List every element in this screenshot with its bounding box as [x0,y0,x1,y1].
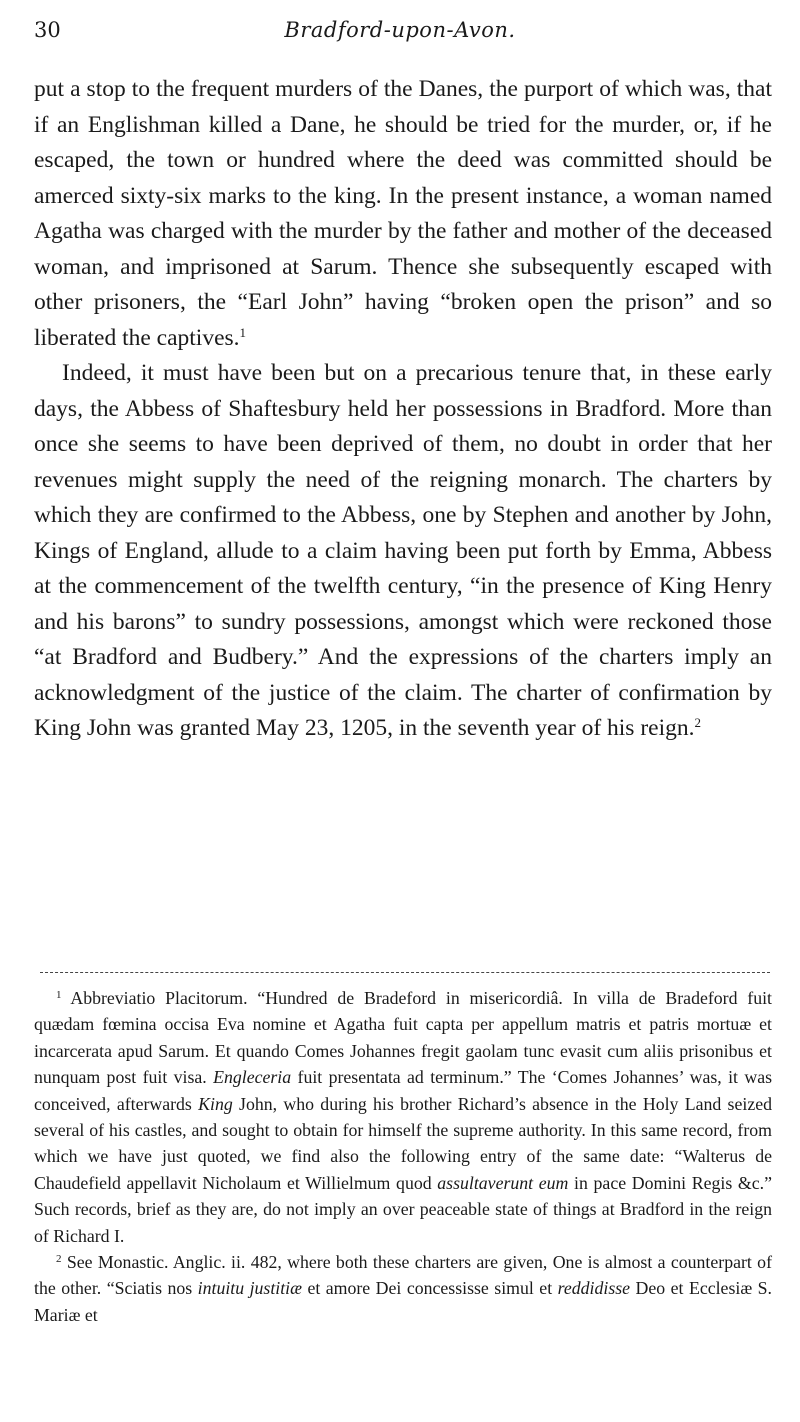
footnote-1 [34,985,772,1249]
footnote-2-text-a: See Monastic. Anglic. ii. 482, where both these charters are given, One is almost a counterpart of the other. “Sciatis nos [34,1252,772,1299]
footnote-1-text-a: Abbreviatio Placitorum. “Hundred de Bradeford in misericordiâ. In villa de Bradeford fuit quædam fœmina occisa Eva nomine et Agatha fuit capta per appellum matris et patris mortuæ et incarcerata apud Sarum. Et quando Comes Johannes fregit gaolam tunc evasit cum aliis prisonibus et nunquam post fuit visa. [34,988,772,1088]
footnote-2-text-b: et amore Dei concessisse simul et [301,1278,558,1299]
paragraph-1 [34,72,772,356]
running-title: Bradford-upon-Avon. [284,18,516,42]
footnote-ref-1[interactable]: 1 [239,324,247,340]
footnote-2-italic-2: reddidisse [557,1278,631,1299]
footnote-2-italic-1: intuitu justitiæ [197,1278,302,1299]
footnote-2-text-c: Deo et Ecclesiæ S. Mariæ et [34,1278,772,1325]
page-number: 30 [34,18,61,42]
footnotes [34,985,772,1328]
footnote-1-italic-1: Engleceria [213,1067,292,1088]
body-text [34,72,772,747]
footnote-1-text-d: in pace Domini Regis &c.” Such records, brief as they are, do not imply an over peaceable state of things at Bradford in the reign of Richard I. [34,1172,772,1246]
footnote-1-marker: 1 [56,989,62,1001]
paragraph-2-text: Indeed, it must have been but on a precarious tenure that, in these early days, the Abbess of Shaftesbury held her possessions in Bradford. More than once she seems to have been deprived of them, no doubt in order that her revenues might supply the need of the reigning monarch. The charters by which they are confirmed to the Abbess, one by Stephen and another by John, Kings of England, allude to a claim having been put forth by Emma, Abbess at the commencement of the twelfth century, “in the presence of King Henry and his barons” to sundry possessions, amongst which were reckoned those “at Bradford and Budbery.” And the expressions of the charters imply an acknowledgment of the justice of the claim. The charter of confirmation by King John was granted May 23, 1205, in the seventh year of his reign. [34,360,772,741]
footnote-2 [34,1249,772,1328]
footnote-ref-2[interactable]: 2 [694,715,701,730]
running-head [34,18,766,48]
footnote-2-marker: 2 [56,1253,62,1266]
paragraph-2 [34,356,772,747]
footnote-divider [40,972,770,973]
footnote-1-text-c: John, who during his brother Richard’s absence in the Holy Land seized several of his castles, and sought to obtain for himself the supreme authority. In this same record, from which we have just quoted, we find also the following entry of the same date: “Walterus de Chaudefield appellavit Nicholaum et Willielmum quod [34,1093,772,1193]
footnote-1-italic-2: King [198,1093,233,1114]
footnote-1-italic-3: assultaverunt eum [437,1172,569,1193]
paragraph-1-text: put a stop to the frequent murders of the Danes, the purport of which was, that if an Englishman killed a Dane, he should be tried for the murder, or, if he escaped, the town or hundred where the deed was committed should be amerced sixty-six marks to the king. In the present instance, a woman named Agatha was charged with the murder by the father and mother of the deceased woman, and imprisoned at Sarum. Thence she subsequently escaped with other prisoners, the “Earl John” having “broken open the prison” and so liberated the captives. [34,76,772,351]
footnote-1-text-b: fuit presentata ad terminum.” The ‘Comes Johannes’ was, it was conceived, afterwards [34,1067,773,1114]
